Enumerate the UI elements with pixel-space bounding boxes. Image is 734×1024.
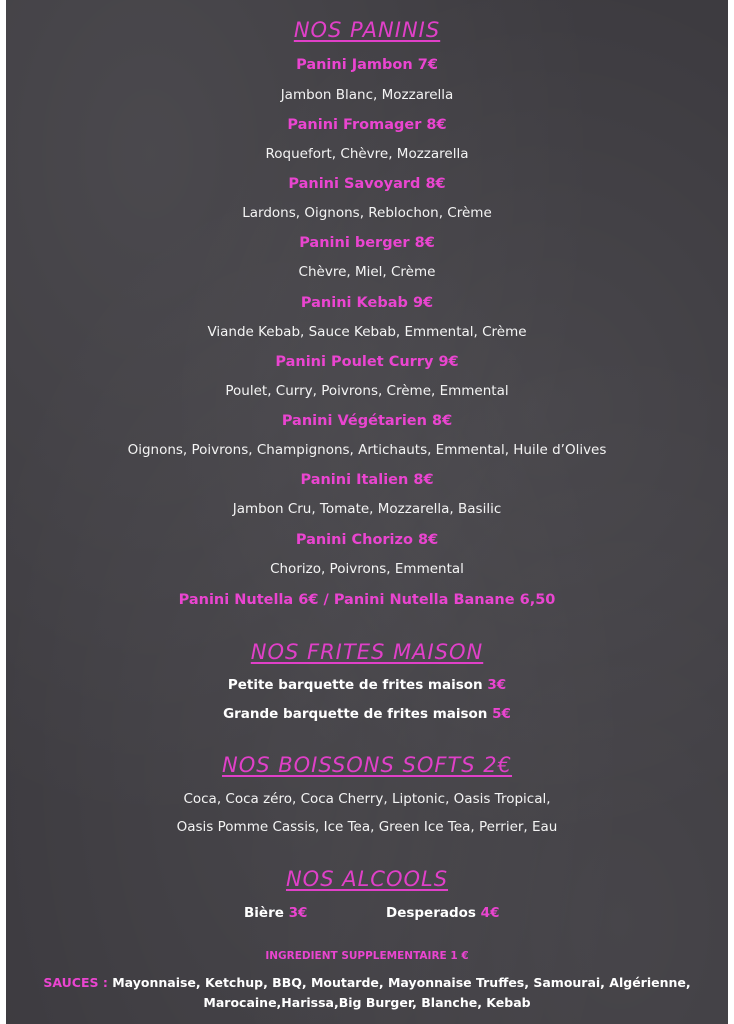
frites-petite-price: 3€ — [487, 677, 507, 693]
panini-poulet-curry-name: Panini Poulet Curry 9€ — [275, 354, 459, 370]
panini-vegetarien-name: Panini Végétarien 8€ — [281, 413, 453, 429]
sauces-line-1 — [0, 977, 734, 990]
boissons-line-2: Oasis Pomme Cassis, Ice Tea, Green Ice Tea, Perrier, Eau — [176, 819, 558, 835]
alcool-desperados-price: 4€ — [480, 905, 500, 921]
panini-jambon-desc: Jambon Blanc, Mozzarella — [280, 87, 454, 103]
paninis-heading: NOS PANINIS — [293, 18, 441, 42]
panini-kebab-desc: Viande Kebab, Sauce Kebab, Emmental, Crème — [207, 324, 527, 340]
frites-grande-label: Grande barquette de frites maison — [223, 706, 488, 722]
panini-italien-name: Panini Italien 8€ — [300, 472, 434, 488]
boissons-line-1: Coca, Coca zéro, Coca Cherry, Liptonic, Oasis Tropical, — [183, 791, 551, 807]
supplement-note: INGREDIENT SUPPLEMENTAIRE 1 € — [265, 950, 469, 962]
panini-jambon-name: Panini Jambon 7€ — [296, 57, 438, 73]
panini-savoyard-name: Panini Savoyard 8€ — [288, 176, 446, 192]
alcool-biere-label: Bière — [244, 905, 284, 921]
panini-berger-desc: Chèvre, Miel, Crème — [298, 264, 436, 280]
sauces-list-1: Mayonnaise, Ketchup, BBQ, Moutarde, Mayonnaise Truffes, Samourai, Algérienne, — [112, 975, 691, 990]
panini-poulet-curry-desc: Poulet, Curry, Poivrons, Crème, Emmental — [225, 383, 509, 399]
panini-fromager-desc: Roquefort, Chèvre, Mozzarella — [265, 146, 469, 162]
panini-italien-desc: Jambon Cru, Tomate, Mozzarella, Basilic — [232, 501, 502, 517]
alcool-desperados-label: Desperados — [386, 905, 476, 921]
frites-petite — [0, 679, 734, 693]
panini-nutella: Panini Nutella 6€ / Panini Nutella Banane 6,50 — [178, 592, 556, 608]
alcool-biere — [244, 907, 307, 921]
panini-fromager-name: Panini Fromager 8€ — [287, 117, 447, 133]
panini-savoyard-desc: Lardons, Oignons, Reblochon, Crème — [242, 205, 492, 221]
sauces-label: SAUCES : — [43, 975, 108, 990]
alcools-heading: NOS ALCOOLS — [285, 867, 449, 891]
panini-chorizo-name: Panini Chorizo 8€ — [295, 532, 439, 548]
panini-vegetarien-desc: Oignons, Poivrons, Champignons, Artichauts, Emmental, Huile d’Olives — [127, 442, 607, 458]
frites-grande — [0, 708, 734, 722]
sauces-list-2: Marocaine,Harissa,Big Burger, Blanche, Kebab — [203, 995, 531, 1010]
frites-heading: NOS FRITES MAISON — [250, 640, 484, 664]
frites-petite-label: Petite barquette de frites maison — [227, 677, 483, 693]
panini-chorizo-desc: Chorizo, Poivrons, Emmental — [270, 561, 464, 577]
boissons-heading: NOS BOISSONS SOFTS 2€ — [221, 753, 513, 777]
alcool-desperados — [386, 907, 499, 921]
panini-berger-name: Panini berger 8€ — [299, 235, 435, 251]
frites-grande-price: 5€ — [492, 706, 511, 722]
panini-kebab-name: Panini Kebab 9€ — [300, 295, 434, 311]
alcool-biere-price: 3€ — [288, 905, 308, 921]
